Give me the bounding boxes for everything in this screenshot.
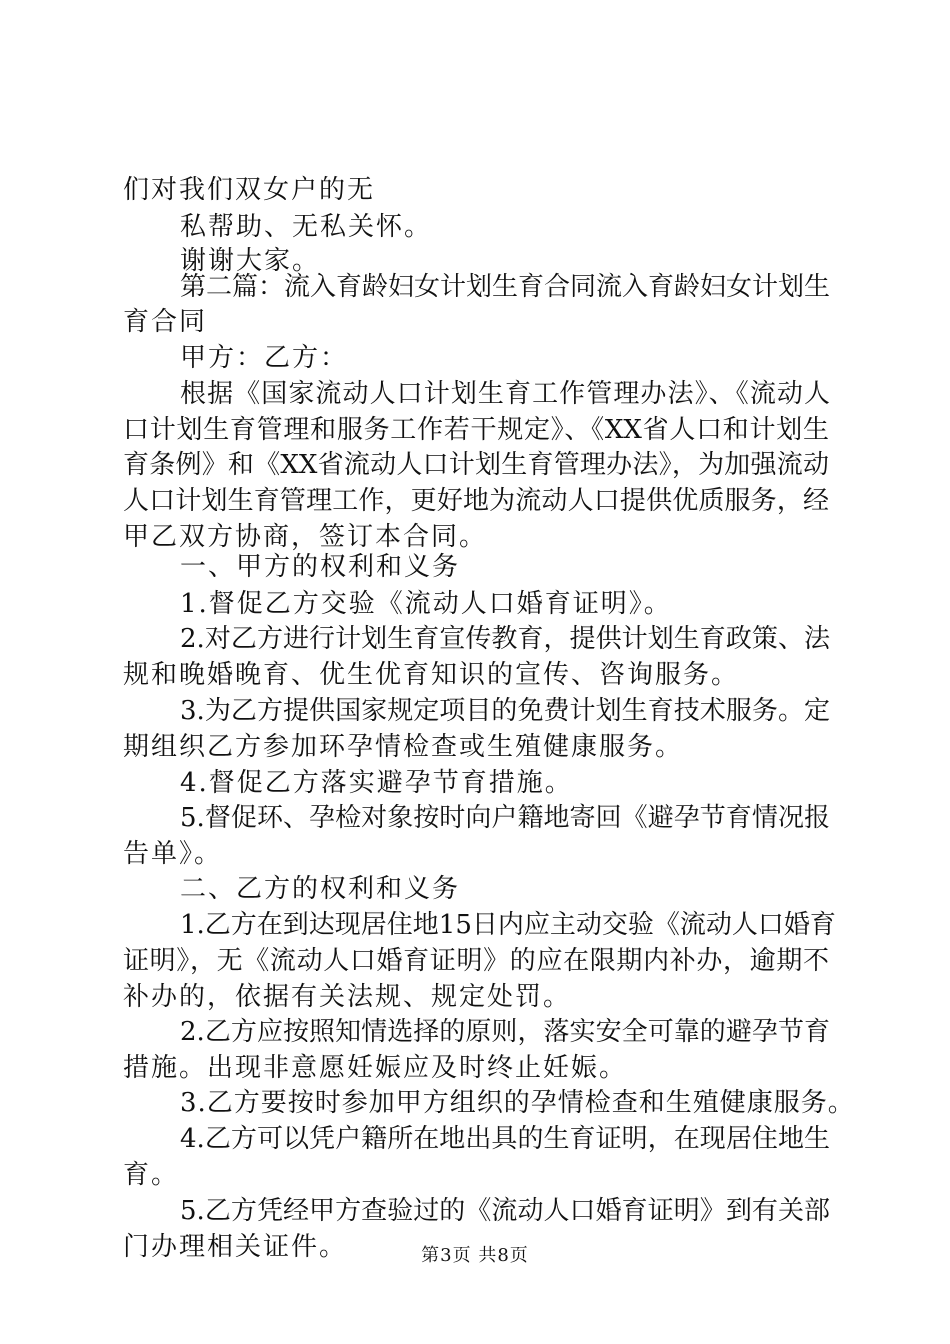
paragraph-line: 们对我们双女户的无 [123,175,376,205]
paragraph-line: 根据《国家流动人口计划生育工作管理办法》、《流动人 [180,379,830,409]
list-item: 4.督促乙方落实避孕节育措施。 [180,768,573,798]
paragraph-line: 育条例》和《XX省流动人口计划生育管理办法》，为加强流动 [123,450,829,480]
list-item: 3.为乙方提供国家规定项目的免费计划生育技术服务。定 [180,696,830,726]
list-item: 5.乙方凭经甲方查验过的《流动人口婚育证明》到有关部 [180,1196,830,1226]
list-item-continuation: 期组织乙方参加环孕情检查或生殖健康服务。 [123,732,684,762]
list-item: 2.对乙方进行计划生育宣传教育，提供计划生育政策、法 [180,624,830,654]
list-item-continuation: 补办的，依据有关法规、规定处罚。 [123,982,572,1012]
list-item: 4.乙方可以凭户籍所在地出具的生育证明，在现居住地生 [180,1124,830,1154]
list-item-continuation: 育。 [123,1160,180,1190]
section-title-line: 育合同 [123,307,208,337]
list-item-continuation: 门办理相关证件。 [123,1232,348,1262]
section-title-line: 第二篇：流入育龄妇女计划生育合同流入育龄妇女计划生 [180,272,831,302]
list-item: 3.乙方要按时参加甲方组织的孕情检查和生殖健康服务。 [180,1088,855,1118]
paragraph-line: 私帮助、无私关怀。 [180,212,433,242]
paragraph-line: 口计划生育管理和服务工作若干规定》、《XX省人口和计划生 [123,415,829,445]
paragraph-line: 人口计划生育管理工作，更好地为流动人口提供优质服务，经 [123,486,829,516]
list-item: 2.乙方应按照知情选择的原则，落实安全可靠的避孕节育 [180,1017,830,1047]
list-item-continuation: 证明》，无《流动人口婚育证明》的应在限期内补办，逾期不 [123,946,829,976]
list-item-continuation: 告单》。 [123,839,223,869]
parties-line: 甲方：乙方： [180,343,349,373]
list-item-continuation: 措施。出现非意愿妊娠应及时终止妊娠。 [123,1053,628,1083]
list-item: 1.督促乙方交验《流动人口婚育证明》。 [180,589,672,619]
paragraph-line: 谢谢大家。 [180,246,321,276]
heading-line: 二、乙方的权利和义务 [180,874,461,904]
heading-line: 一、甲方的权利和义务 [180,552,461,582]
paragraph-line: 甲乙双方协商，签订本合同。 [123,522,488,552]
page-number-footer: 第3页 共8页 [421,1245,529,1266]
list-item: 5.督促环、孕检对象按时向户籍地寄回《避孕节育情况报 [180,803,830,833]
list-item: 1.乙方在到达现居住地15日内应主动交验《流动人口婚育 [180,910,836,940]
list-item-continuation: 规和晚婚晚育、优生优育知识的宣传、咨询服务。 [123,660,740,690]
